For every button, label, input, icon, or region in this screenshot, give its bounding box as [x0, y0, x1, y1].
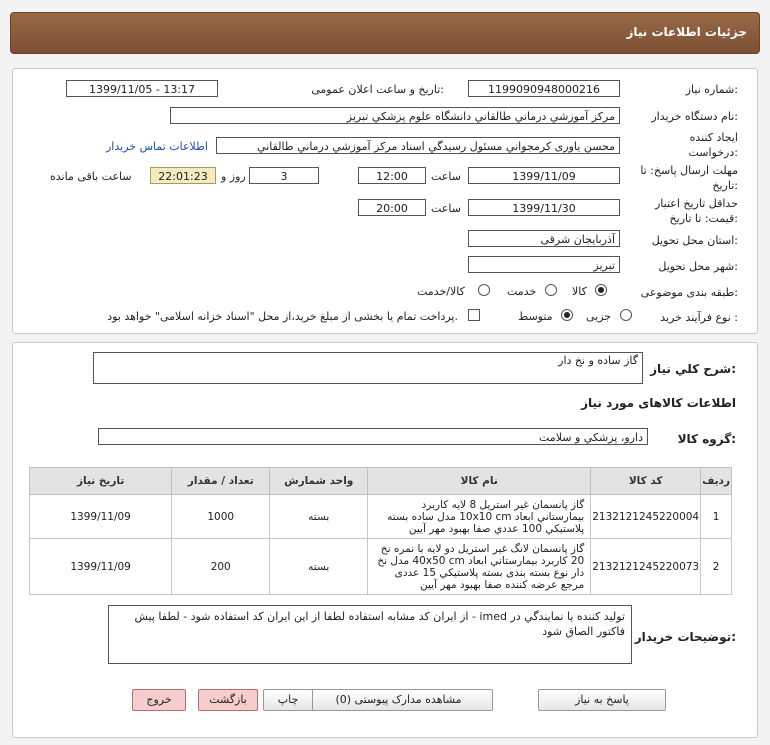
- summary-title-label: شرح کلي نياز:: [650, 362, 736, 376]
- validity-date-field: 1399/11/30: [468, 199, 620, 216]
- table-row: [30, 539, 732, 595]
- announce-field: 1399/11/05 - 13:17: [66, 80, 218, 97]
- need-number-field: 1199090948000216: [468, 80, 620, 97]
- view-attachments-button[interactable]: مشاهده مدارک پیوستی (0): [304, 689, 493, 711]
- row-code: 2132121245220073: [591, 539, 701, 595]
- announce-label: تاریخ و ساعت اعلان عمومی:: [311, 83, 444, 96]
- page-header: [10, 12, 760, 54]
- row-name: گاز پانسمان غير استريل 8 لايه کاربرد بيمارستاني ابعاد 10x10 cm مدل ساده بسته پلاستيکي 100 عددي صفا بهبود مهر آيين: [368, 495, 591, 539]
- city-field: تبریز: [468, 256, 620, 273]
- deadline-label: مهلت ارسال پاسخ: تا تاریخ:: [640, 164, 738, 192]
- row-date: 1399/11/09: [30, 539, 172, 595]
- province-label: استان محل تحویل:: [651, 234, 738, 247]
- row-qty: 1000: [172, 495, 270, 539]
- treasury-payment-note: پرداخت تمام یا بخشی از مبلغ خرید،از محل "اسناد خزانه اسلامی" خواهد بود.: [107, 310, 458, 323]
- goods-group-label: گروه کالا:: [677, 432, 736, 446]
- row-unit: بسته: [270, 539, 368, 595]
- category-option-goods: کالا: [572, 285, 587, 298]
- goods-table: [29, 467, 732, 595]
- buyer-notes-field: توليد کننده يا نمايندگي در imed - از ايران کد مشابه استفاده لطفا از اين ايران کد استفاده شود - لطفا پيش فاکتور الصاق شود: [108, 605, 632, 664]
- days-field: 3: [249, 167, 319, 184]
- treasury-payment-checkbox[interactable]: [468, 309, 480, 321]
- back-button[interactable]: بازگشت: [198, 689, 258, 711]
- summary-title-field: گاز ساده و نخ دار: [93, 352, 643, 384]
- category-option-goods-service: کالا/خدمت: [417, 285, 465, 298]
- category-label: طبقه بندی موضوعی:: [640, 286, 738, 299]
- col-header-unit: واحد شمارش: [270, 468, 368, 495]
- province-field: آذربایجان شرقی: [468, 230, 620, 247]
- row-name: گاز پانسمان لانگ غير استريل دو لايه با نمره نخ 20 کاربرد بيمارستاني ابعاد 40x50 cm مدل نخ دار نوع بسته بندی بسته پلاستيکي 15 عددی مرجع عرضه کننده صفا بهبود مهر آيين: [368, 539, 591, 595]
- process-option-medium: متوسط: [518, 310, 553, 323]
- reply-button[interactable]: پاسخ به نیاز: [538, 689, 666, 711]
- validity-time-label: ساعت: [431, 202, 461, 215]
- row-qty: 200: [172, 539, 270, 595]
- col-header-date: تاریخ نیاز: [30, 468, 172, 495]
- row-date: 1399/11/09: [30, 495, 172, 539]
- table-header-row: [30, 468, 732, 495]
- col-header-qty: تعداد / مقدار: [172, 468, 270, 495]
- remaining-label: ساعت باقی مانده: [50, 170, 132, 183]
- category-radio-goods[interactable]: [595, 284, 607, 296]
- buyer-notes-label: توضیحات خریدار:: [634, 630, 736, 644]
- buyer-org-field: مرکز آموزشي درماني طالقاني دانشگاه علوم پزشکي تبريز: [170, 107, 620, 124]
- goods-info-heading: اطلاعات کالاهای مورد نیاز: [581, 396, 736, 410]
- buyer-org-label: نام دستگاه خریدار:: [651, 110, 738, 123]
- remaining-time-field: 22:01:23: [150, 167, 216, 184]
- row-index: 2: [701, 539, 732, 595]
- process-label: نوع فرآیند خرید :: [660, 311, 738, 324]
- goods-group-field: دارو، پزشکي و سلامت: [98, 428, 648, 445]
- row-code: 2132121245220004: [591, 495, 701, 539]
- col-header-index: ردیف: [701, 468, 732, 495]
- process-radio-minor[interactable]: [620, 309, 632, 321]
- creator-label: ایجاد کننده درخواست:: [688, 131, 738, 159]
- category-radio-service[interactable]: [545, 284, 557, 296]
- col-header-code: کد کالا: [591, 468, 701, 495]
- table-row: [30, 495, 732, 539]
- category-radio-goods-service[interactable]: [478, 284, 490, 296]
- category-option-service: خدمت: [507, 285, 537, 298]
- need-number-label: شماره نیاز:: [685, 83, 738, 96]
- deadline-date-field: 1399/11/09: [468, 167, 620, 184]
- buyer-contact-link[interactable]: اطلاعات تماس خریدار: [106, 140, 208, 153]
- process-option-minor: جزیی: [586, 310, 612, 323]
- deadline-time-field: 12:00: [358, 167, 426, 184]
- col-header-name: نام کالا: [368, 468, 591, 495]
- validity-label: حداقل تاریخ اعتبار قیمت: تا تاریخ:: [654, 197, 738, 225]
- row-unit: بسته: [270, 495, 368, 539]
- validity-time-field: 20:00: [358, 199, 426, 216]
- exit-button[interactable]: خروج: [132, 689, 186, 711]
- process-radio-medium[interactable]: [561, 309, 573, 321]
- creator-field: محسن ياوری کرمجواني مسئول رسيدگي اسناد مرکز آموزشي درماني طالقاني: [216, 137, 620, 154]
- deadline-time-label: ساعت: [431, 170, 461, 183]
- print-button[interactable]: چاپ: [263, 689, 313, 711]
- page-title: جزئیات اطلاعات نیاز: [626, 25, 747, 39]
- row-index: 1: [701, 495, 732, 539]
- days-label: روز و: [221, 170, 246, 183]
- city-label: شهر محل تحویل:: [658, 260, 738, 273]
